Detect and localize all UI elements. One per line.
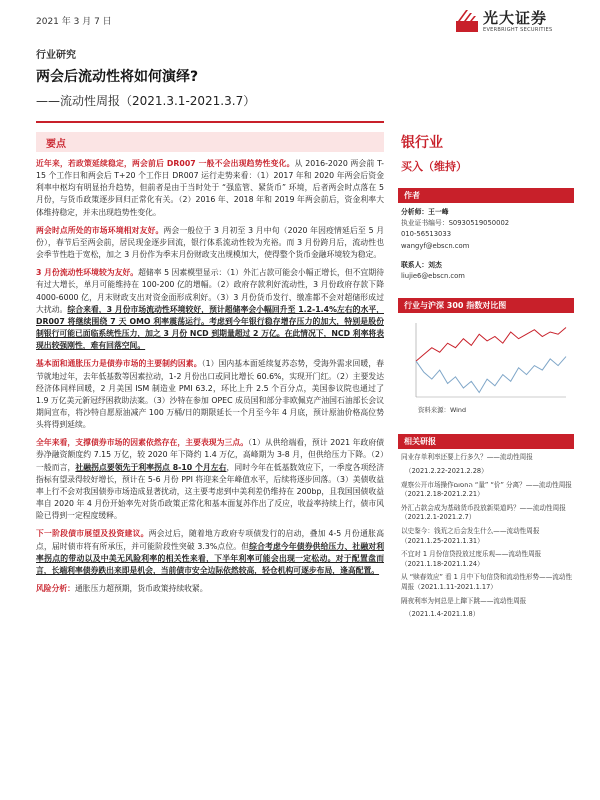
- index-comparison-chart: [398, 317, 574, 405]
- paragraph-text: 通胀压力超预期，货币政策持续收紧。: [74, 584, 208, 593]
- sidebar: [398, 132, 574, 620]
- paragraph-7: [36, 583, 384, 595]
- paragraph-emphasis: 综合考虑今年债券供给压力、社融对利率拐点的带动以及中美无风险利率的相关性来看，下半年利率可能会出现一定松动。对于配置盘而言，长端利率债券跌出来即是机会，当前债市安全边际依然较高，轻仓机构可逐步布局，逢高配置。: [36, 541, 384, 575]
- contact-email: liujie6@ebscn.com: [401, 272, 465, 281]
- related-report-item[interactable]: [401, 550, 574, 569]
- series-line-0: [416, 328, 566, 362]
- report-category: 行业研究: [36, 50, 76, 61]
- analyst-name: 分析师：王一峰: [401, 208, 449, 216]
- paragraph-3: [36, 267, 384, 352]
- analyst-license: 执业证书编号：S0930519050002: [401, 219, 510, 228]
- paragraph-heading: 基本面和通胀压力是债券市场的主要制约因素。: [36, 359, 202, 369]
- header-divider: [36, 121, 384, 123]
- paragraph-heading: 两会时点所处的市场环境相对友好。: [36, 225, 164, 235]
- related-report-item[interactable]: [401, 481, 574, 500]
- author-info: [398, 207, 574, 282]
- paragraph-text: （1）从供给端看，预计 2021 年政府债券净融资额度约 7.15 万亿，较 2020 年下降约 1.4 万亿，高峰期为 3-8 月，但供给压力下降。（2）一般而言，: [36, 438, 385, 472]
- paragraph-text: （1）国内基本面延续复苏态势，受海外需求回暖，春节就地过年，去年低基数等因素拉动，1-2 月份出口或同比增长 60.6%，实现开门红。（2）主要发达经济体同样回暖，2 月美国 ISM 制造业 PMI 63.2，环比上升 2.5 个百分点，美国参议院也通过了 1.9 万亿美元新冠纾困救助法案。（3）沙特在参加 OPEC 成员国和部分非欧佩克产油国石油部长会议期间宣布，将沙特自愿原油减产 100 万桶/日的期限延长一个月至今年 4 月底，预计原油价格高位势头将得到延续。: [36, 359, 385, 430]
- paragraph-emphasis: 考虑到今年银行稳存增存压力的加大，特别是股份制银行可能已面临系统性压力，加之 3 月份 NCD 到期量超过 2 万亿。在此情况下，NCD 利率将表现出较强刚性，难有回落空间。: [36, 316, 385, 351]
- logo-mark-icon: [455, 7, 479, 33]
- paragraph-text: 超储率 5 因素模型显示：（1）外汇占款可能会小幅正增长，但不宜期待有过大增长，单月可能维持在 100-200 亿的增幅。（2）政府存款利好流动性，3 月份政府存款下降 4000-6000 亿，月末财政支出对资金面形成利好。（3）3 月份货币发行、缴准都不会对超储形成过大扰动。: [36, 268, 384, 314]
- related-report-title[interactable]: 不宜对 1 月份信贷投放过度乐观——流动性周报（2021.1.18-2021.1.24）: [401, 550, 542, 568]
- report-date: 2021 年 3 月 7 日: [36, 17, 112, 27]
- paragraph-emphasis: 综合来看，3 月份市场流动性环境较好，预计超储率会小幅回升至 1.2-1.4%左右的水平，DR007 将继续围绕 7 天 OMO 利率震荡运行。: [36, 304, 384, 326]
- related-report-item[interactable]: [401, 453, 574, 476]
- related-report-item[interactable]: [401, 504, 574, 523]
- logo-text-en: EVERBRIGHT SECURITIES: [483, 27, 553, 33]
- paragraph-5: [36, 437, 384, 522]
- section-label: 要点: [46, 139, 66, 150]
- related-report-title[interactable]: 隔夜利率为何总是上蹿下跳——流动性周报: [401, 596, 527, 605]
- related-report-date: （2021.1.4-2021.1.8）: [405, 610, 480, 619]
- industry-name: 银行业: [401, 135, 443, 151]
- related-report-title[interactable]: 外汇占款会成为基础货币投放新渠道吗？——流动性周报（2021.2.1-2021.2.7）: [401, 503, 566, 522]
- related-report-title[interactable]: 同业存单利率还要上行多久？——流动性周报: [401, 453, 533, 462]
- paragraph-heading: 3 月份流动性环境较为友好。: [36, 268, 139, 278]
- chart-bar: 行业与沪深 300 指数对比图: [398, 298, 574, 313]
- related-report-date: （2021.2.22-2021.2.28）: [405, 467, 488, 476]
- related-bar: 相关研报: [398, 434, 574, 449]
- related-reports: [398, 453, 574, 619]
- paragraph-6: [36, 528, 384, 577]
- related-report-title[interactable]: 从 “赎春效应” 看 1 月中下旬信贷和流动性形势——流动性周报（2021.1.11-2021.1.17）: [401, 573, 573, 591]
- author-bar: 作者: [398, 188, 574, 203]
- logo-text-cn: 光大证券: [483, 9, 548, 27]
- rating: 买入（维持）: [401, 160, 467, 173]
- paragraph-text: 两会过后，随着地方政府专项债发行的启动，叠加 4-5 月份通胀高点，届时债市将有所承压，并可能阶段性突破 3.3%点位。但: [36, 529, 384, 551]
- report-subtitle: ——流动性周报（2021.3.1-2021.3.7）: [36, 94, 256, 108]
- paragraph-1: [36, 158, 384, 219]
- related-report-title[interactable]: 以史鉴今：钱荒之后会发生什么——流动性周报（2021.1.25-2021.1.31）: [401, 526, 540, 545]
- analyst-email: wangyf@ebscn.com: [401, 241, 470, 250]
- paragraph-2: [36, 225, 384, 261]
- contact-name: 联系人：刘杰: [401, 260, 442, 269]
- chart-svg: [398, 317, 574, 405]
- paragraph-4: [36, 358, 384, 431]
- report-title: 两会后流动性将如何演绎?: [36, 69, 199, 85]
- paragraph-heading: 全年来看，支撑债券市场的因素依然存在，主要表现为三点。: [36, 438, 249, 448]
- chart-source: 资料来源：Wind: [418, 406, 467, 415]
- paragraph-text: 从 2016-2020 两会前 T-15 个工作日和两会后 T+20 个工作日 DR007 运行走势来看：（1）2017 年和 2020 年两会后资金利率中枢均有明显抬升趋势，但前者是由于当时处于 “强监管、紧货币” 环境，后者两会时点落在 5 月份，与货币政策逐步回归正常化有关。（2）2016 年、2018 年和 2019 年两会前后，资金利率大体维持稳定，并未出现趋势性变化。: [36, 159, 384, 217]
- paragraph-emphasis: 社融拐点要领先于利率拐点 8-10 个月左右: [75, 462, 227, 472]
- paragraph-heading: 下一阶段债市展望及投资建议。: [36, 529, 149, 539]
- related-report-item[interactable]: [401, 573, 574, 592]
- related-report-title[interactable]: 观察公开市场操作החסום “量” “价” 分离？——流动性周报（2021.2.18-2021.2.21）: [401, 480, 572, 499]
- company-logo: [455, 5, 575, 41]
- paragraph-text: 两会一般位于 3 月初至 3 月中旬（2020 年因疫情延后至 5 月份），春节后至两会前，居民现金逐步回流，银行体系流动性较为充裕。而 3 月份跨月后，流动性也会季节性趋于宽松，加之 3 月份作为季末月份财政支出规模加大，使得整个货币金融环境较为稳定。: [36, 225, 384, 260]
- related-report-item[interactable]: [401, 597, 574, 620]
- series-line-1: [416, 357, 566, 393]
- paragraph-text: ，同时今年在低基数效应下，一季度各项经济指标有望录得较好增长，预计在 5-6 月份 PPI 将迎来全年峰值水平，后续将逐步回落。（3）美债收益率上行不会对我国债券市场造成显著扰动，这主要考虑到中美利差仍维持在 200bp，且我国国债收益率自 2020 年 4 月份开始率先对货币政策正常化和基本面复苏作出了反应，收益率持续上行，债市风险已得到一定程度缓释。: [36, 462, 384, 521]
- paragraph-heading: 风险分析：: [36, 584, 75, 593]
- main-content: [36, 158, 384, 601]
- section-header: [36, 132, 384, 152]
- related-report-item[interactable]: [401, 527, 574, 546]
- analyst-phone: 010-56513033: [401, 230, 452, 239]
- paragraph-heading: 近年来，若政策延续稳定，两会前后 DR007 一般不会出现趋势性变化。: [36, 159, 295, 168]
